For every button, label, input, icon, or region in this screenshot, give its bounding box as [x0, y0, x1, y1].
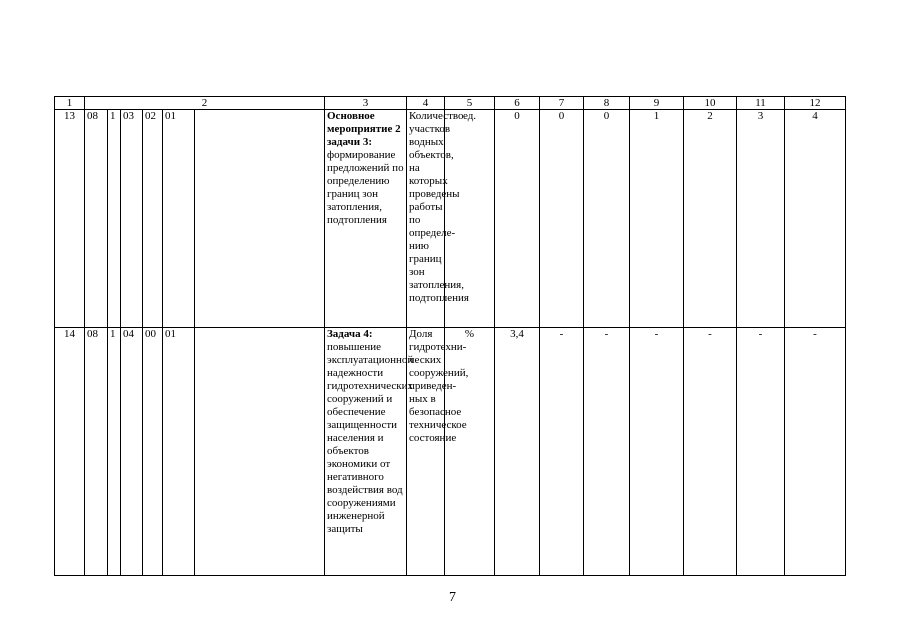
value-cell: 3,4	[495, 328, 540, 576]
row-number: 14	[55, 328, 85, 576]
value-cell: -	[785, 328, 846, 576]
indicator-cell: Количество участков водных объектов, на которых проведены работы по определе-нию границ зон затопления, подтопления	[407, 110, 445, 328]
value-cell: 1	[630, 110, 684, 328]
code-cell: 00	[143, 328, 163, 576]
value-cell: -	[630, 328, 684, 576]
header-cell: 10	[684, 97, 737, 110]
row-number: 13	[55, 110, 85, 328]
indicator-cell: Доля гидротехни-ческих сооружений, приведен-ных в безопасное техническое состояние	[407, 328, 445, 576]
header-cell: 12	[785, 97, 846, 110]
value-cell: -	[737, 328, 785, 576]
code-cell: 08	[85, 328, 108, 576]
unit-cell: ед.	[445, 110, 495, 328]
value-cell: -	[584, 328, 630, 576]
value-cell: 0	[584, 110, 630, 328]
header-cell: 6	[495, 97, 540, 110]
header-row	[55, 97, 846, 110]
code-cell: 1	[108, 110, 121, 328]
value-cell: 4	[785, 110, 846, 328]
table-row	[55, 328, 846, 576]
header-cell: 5	[445, 97, 495, 110]
value-cell: 2	[684, 110, 737, 328]
value-cell: -	[684, 328, 737, 576]
header-cell: 11	[737, 97, 785, 110]
activity-name-cell	[325, 110, 407, 328]
code-cell: 1	[108, 328, 121, 576]
page-number: 7	[449, 590, 456, 605]
header-cell: 4	[407, 97, 445, 110]
value-cell: 0	[540, 110, 584, 328]
activity-description: формирование предложений по определению границ зон затопления, подтопления	[327, 149, 404, 226]
code-cell: 02	[143, 110, 163, 328]
code-cell: 03	[121, 110, 143, 328]
task-title: Задача 4:	[327, 328, 373, 340]
header-cell: 3	[325, 97, 407, 110]
value-cell: 0	[495, 110, 540, 328]
activity-name-cell	[325, 328, 414, 576]
code-cell: 08	[85, 110, 108, 328]
table-row	[55, 110, 846, 328]
program-table	[54, 96, 846, 576]
header-cell: 8	[584, 97, 630, 110]
header-cell: 1	[55, 97, 85, 110]
value-cell: -	[540, 328, 584, 576]
code-cell: 01	[163, 110, 195, 328]
header-cell: 9	[630, 97, 684, 110]
activity-title: Основное мероприятие 2 задачи 3:	[327, 110, 401, 148]
header-cell: 2	[85, 97, 325, 110]
unit-cell: %	[445, 328, 495, 576]
value-cell: 3	[737, 110, 785, 328]
code-cell: 01	[163, 328, 195, 576]
task-description: повышение эксплуатационной надежности гидротехнических сооружений и обеспечение защищенности населения и объектов экономики от негативного воздействия вод сооружениями инженерной защиты	[327, 341, 414, 535]
header-cell: 7	[540, 97, 584, 110]
code-cell: 04	[121, 328, 143, 576]
